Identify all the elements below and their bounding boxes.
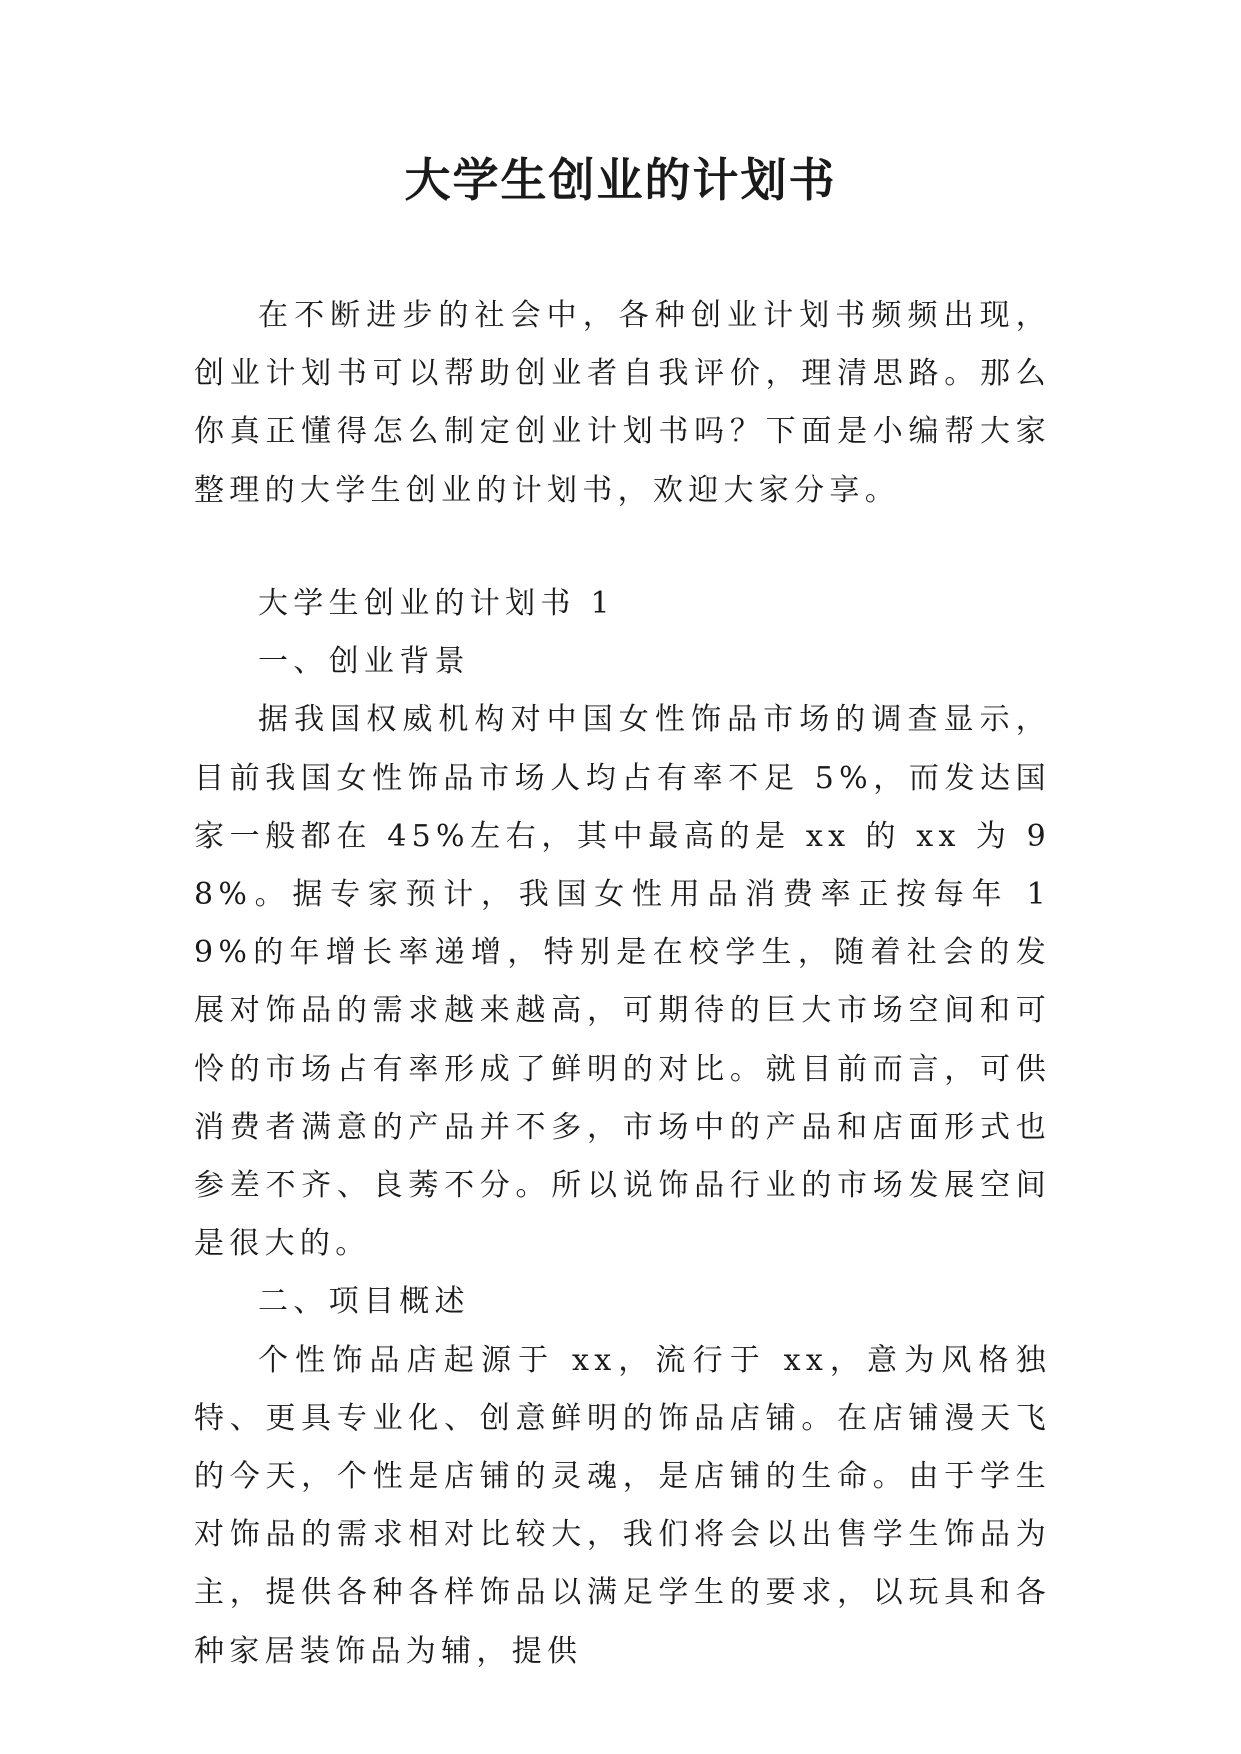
- paragraph-overview: 个性饰品店起源于 xx，流行于 xx，意为风格独特、更具专业化、创意鲜明的饰品店铺。在店铺漫天飞的今天，个性是店铺的灵魂，是店铺的生命。由于学生对饰品的需求相对比较大，我们将会以出售学生饰品为主，提供各种各样饰品以满足学生的要求，以玩具和各种家居装饰品为辅，提供: [194, 1342, 1051, 1669]
- section-heading-background: 一、创业背景: [258, 644, 470, 680]
- section-title: 大学生创业的计划书 1: [258, 586, 615, 621]
- document-title: 大学生创业的计划书: [404, 153, 837, 207]
- intro-paragraph: 在不断进步的社会中，各种创业计划书频频出现，创业计划书可以帮助创业者自我评价，理清思路。那么你真正懂得怎么制定创业计划书吗？下面是小编帮大家整理的大学生创业的计划书，欢迎大家分享。: [194, 298, 1051, 508]
- main-body: [194, 575, 1051, 1681]
- intro-block: [194, 287, 1051, 520]
- paragraph-background: 据我国权威机构对中国女性饰品市场的调查显示，目前我国女性饰品市场人均占有率不足 5%，而发达国家一般都在 45%左右，其中最高的是 xx 的 xx 为 98%。据专家预计，我国女性用品消费率正按每年 19%的年增长率递增，特别是在校学生，随着社会的发展对饰品的需求越来越高，可期待的巨大市场空间和可怜的市场占有率形成了鲜明的对比。就目前而言，可供消费者满意的产品并不多，市场中的产品和店面形式也参差不齐、良莠不分。所以说饰品行业的市场发展空间是很大的。: [194, 702, 1051, 1262]
- section-heading-overview: 二、项目概述: [258, 1284, 470, 1320]
